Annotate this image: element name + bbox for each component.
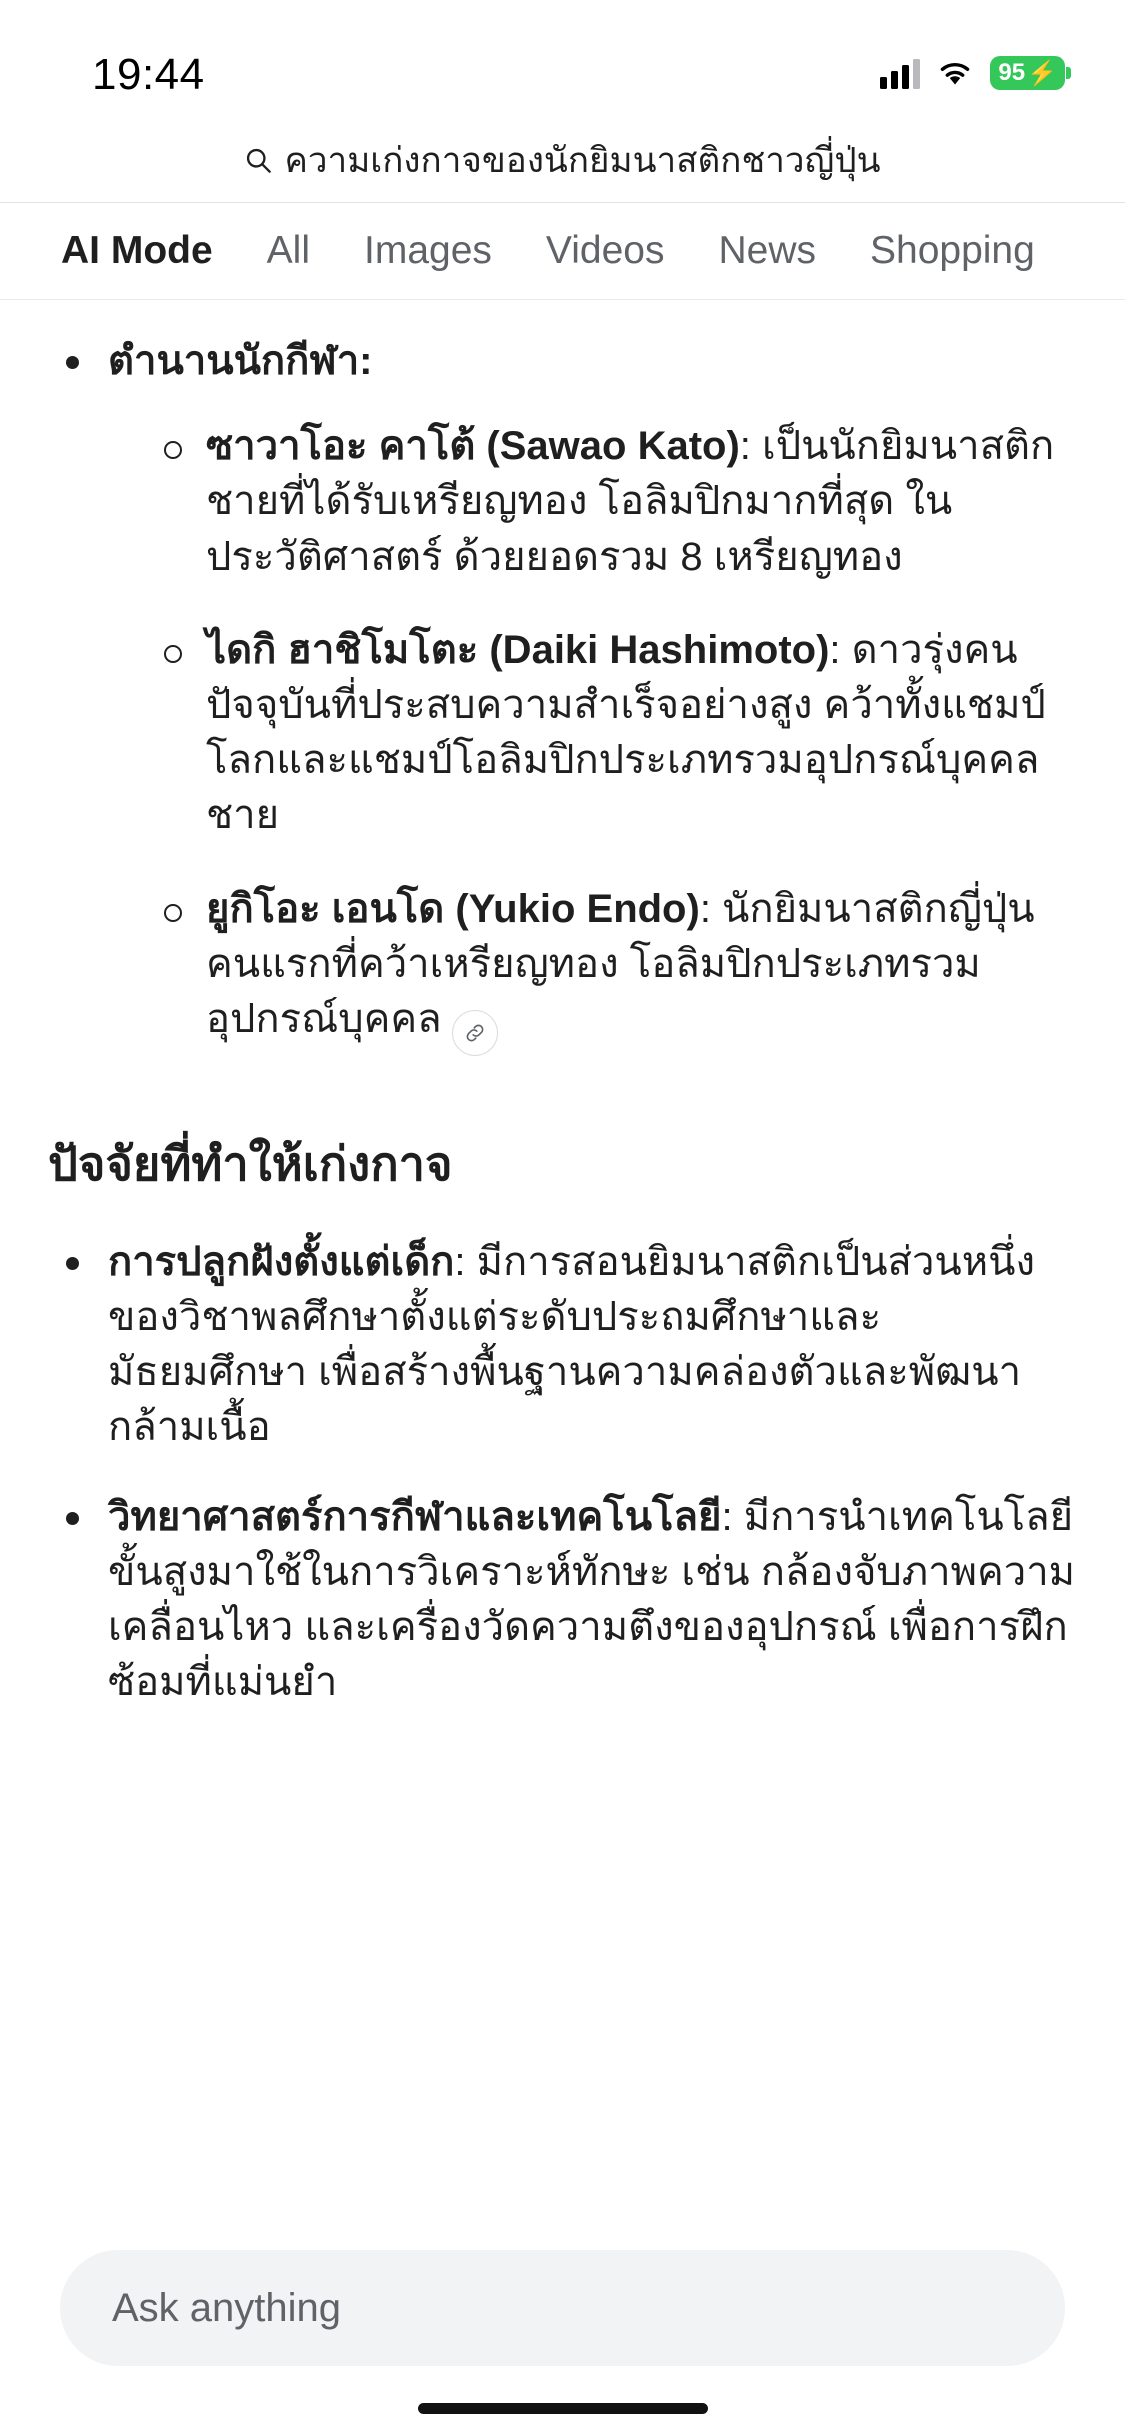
tab-shopping[interactable]: Shopping <box>870 229 1035 272</box>
factor-desc: : มีการนำเทคโนโลยีขั้นสูงมาใช้ในการวิเคราะห์ทักษะ เช่น กล้องจับภาพความเคลื่อนไหว และเครื่องวัดความตึงของอุปกรณ์ เพื่อการฝึกซ้อมที่แม่นยำ <box>108 1494 1076 1705</box>
list-item <box>144 419 1079 585</box>
list-item <box>46 1235 1079 1456</box>
status-indicators <box>880 56 1065 90</box>
answer-content <box>0 300 1125 2296</box>
list-item <box>46 1490 1079 1711</box>
athlete-desc: : เป็นนักยิมนาสติกชายที่ได้รับเหรียญทอง โอลิมปิกมากที่สุด ในประวัติศาสตร์ ด้วยยอดรวม 8 เหรียญทอง <box>206 424 1055 579</box>
list-item <box>46 334 1079 1056</box>
athlete-name: ยูกิโอะ เอนโด (Yukio Endo) <box>206 886 700 931</box>
athlete-name: ซาวาโอะ คาโต้ (Sawao Kato) <box>206 424 740 469</box>
search-query-bar[interactable] <box>0 118 1125 202</box>
ask-input[interactable] <box>60 2250 1065 2366</box>
legends-list <box>46 334 1079 1056</box>
ask-bar-container <box>0 2240 1125 2436</box>
factor-name: การปลูกฝังตั้งแต่เด็ก <box>108 1239 455 1284</box>
tab-images[interactable]: Images <box>364 229 492 272</box>
battery-level: 95 <box>998 59 1026 86</box>
cellular-signal-icon <box>880 57 920 89</box>
athlete-name: ไดกิ ฮาชิโมโตะ (Daiki Hashimoto) <box>206 627 830 672</box>
factors-heading: ปัจจัยที่ทำให้เก่งกาจ <box>48 1136 453 1190</box>
result-tabs[interactable] <box>0 203 1125 299</box>
home-indicator <box>418 2403 708 2414</box>
factor-name: วิทยาศาสตร์การกีฬาและเทคโนโลยี <box>108 1494 722 1539</box>
tab-all[interactable]: All <box>266 229 311 272</box>
factor-desc: : มีการสอนยิมนาสติกเป็นส่วนหนึ่งของวิชาพลศึกษาตั้งแต่ระดับประถมศึกษาและมัธยมศึกษา เพื่อสร้างพื้นฐานความคล่องตัวและพัฒนากล้ามเนื้อ <box>108 1239 1036 1450</box>
list-item <box>144 882 1079 1056</box>
ask-placeholder: Ask anything <box>112 2285 342 2330</box>
athletes-list <box>144 419 1079 1056</box>
legends-heading: ตำนานนักกีฬา: <box>108 339 373 383</box>
tab-news[interactable]: News <box>718 229 816 272</box>
search-query-text: ความเก่งกาจของนักยิมนาสติกชาวญี่ปุ่น <box>284 140 881 180</box>
factors-list <box>46 1235 1079 1711</box>
athlete-desc: : ดาวรุ่งคนปัจจุบันที่ประสบความสำเร็จอย่างสูง คว้าทั้งแชมป์โลกและแชมป์โอลิมปิกประเภทรวมอุปกรณ์บุคคลชาย <box>206 627 1046 838</box>
link-chip-icon[interactable] <box>452 1010 498 1056</box>
search-icon <box>244 146 272 174</box>
tab-videos[interactable]: Videos <box>545 229 665 272</box>
tab-ai-mode[interactable]: AI Mode <box>61 229 213 272</box>
status-bar <box>0 0 1125 118</box>
status-time: 19:44 <box>92 50 205 99</box>
list-item <box>144 623 1079 844</box>
battery-icon: 95 ⚡ <box>990 56 1065 90</box>
wifi-icon <box>936 59 974 87</box>
athlete-desc: : นักยิมนาสติกญี่ปุ่นคนแรกที่คว้าเหรียญทอง โอลิมปิกประเภทรวมอุปกรณ์บุคคล <box>206 886 1035 1041</box>
